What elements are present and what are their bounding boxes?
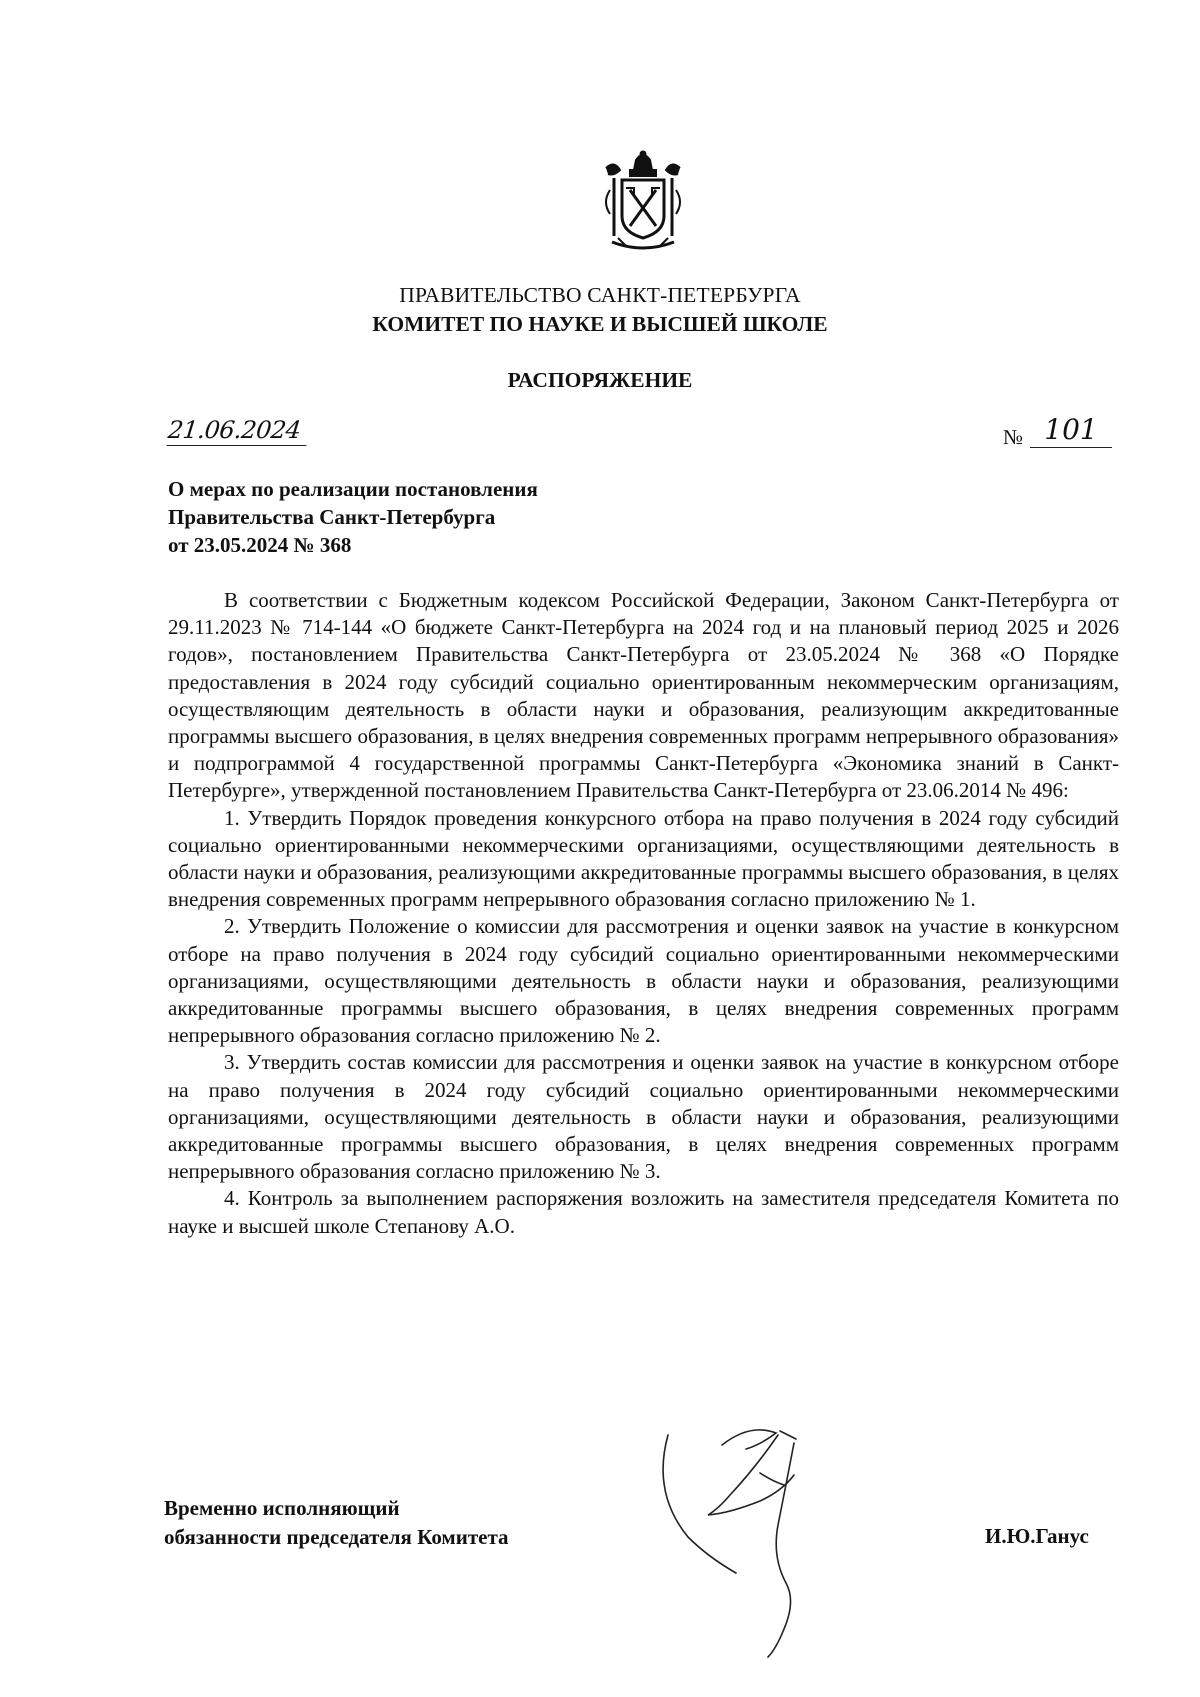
committee-name: КОМИТЕТ ПО НАУКЕ И ВЫСШЕЙ ШКОЛЕ [372, 312, 828, 336]
subject-line: О мерах по реализации постановления [168, 477, 538, 501]
government-name: ПРАВИТЕЛЬСТВО САНКТ-ПЕТЕРБУРГА [399, 283, 801, 307]
st-petersburg-coat-of-arms-icon [596, 150, 690, 254]
position-line: обязанности председателя Комитета [164, 1525, 509, 1549]
document-body [168, 587, 1119, 1240]
subject-line: от 23.05.2024 № 368 [168, 533, 352, 557]
document-subject [168, 475, 688, 559]
preamble-paragraph: В соответствии с Бюджетным кодексом Российской Федерации, Законом Санкт-Петербурга от 29.11.2023 № 714-144 «О бюджете Санкт-Петербурга на 2024 год и на плановый период 2025 и 2026 годов», постановлением Правительства Санкт-Петербурга от 23.05.2024 № 368 «О Порядке предоставления в 2024 году субсидий социально ориентированным некоммерческим организациям, осуществляющим деятельность в области науки и образования, реализующим аккредитованные программы высшего образования, в целях внедрения современных программ непрерывного образования» и подпрограммой 4 государственной программы Санкт-Петербурга «Экономика знаний в Санкт-Петербурге», утвержденной постановлением Правительства Санкт-Петербурга от 23.06.2014 № 496: [168, 588, 1119, 803]
subject-line: Правительства Санкт-Петербурга [168, 505, 496, 529]
handwritten-signature-icon [660, 1405, 900, 1665]
signatory-position [164, 1494, 584, 1552]
document-type: РАСПОРЯЖЕНИЕ [507, 368, 693, 392]
number-label: № [1003, 425, 1024, 449]
order-item: 4. Контроль за выполнением распоряжения возложить на заместителя председателя Комитета по науке и высшей школе Степанову А.О. [168, 1186, 1119, 1238]
document-number: 101 [1030, 413, 1112, 448]
signatory-name: И.Ю.Ганус [985, 1524, 1089, 1548]
order-item: 2. Утвердить Положение о комиссии для рассмотрения и оценки заявок на участие в конкурсном отборе на право получения в 2024 году субсидий социально ориентированными некоммерческими организациями, осуществляющими деятельность в области науки и образования, реализующими аккредитованные программы высшего образования, в целях внедрения современных программ непрерывного образования согласно приложению № 2. [168, 914, 1119, 1048]
document-date: 21.06.2024 [166, 415, 309, 446]
order-item: 1. Утвердить Порядок проведения конкурсного отбора на право получения в 2024 году субсидий социально ориентированными некоммерческими организациями, осуществляющими деятельность в области науки и образования, реализующими аккредитованные программы высшего образования, в целях внедрения современных программ непрерывного образования согласно приложению № 1. [168, 805, 1119, 912]
position-line: Временно исполняющий [164, 1496, 400, 1520]
order-item: 3. Утвердить состав комиссии для рассмотрения и оценки заявок на участие в конкурсном отборе на право получения в 2024 году субсидий социально ориентированными некоммерческими организациями, осуществляющими деятельность в области науки и образования, реализующими аккредитованные программы высшего образования, в целях внедрения современных программ непрерывного образования согласно приложению № 3. [168, 1050, 1119, 1184]
